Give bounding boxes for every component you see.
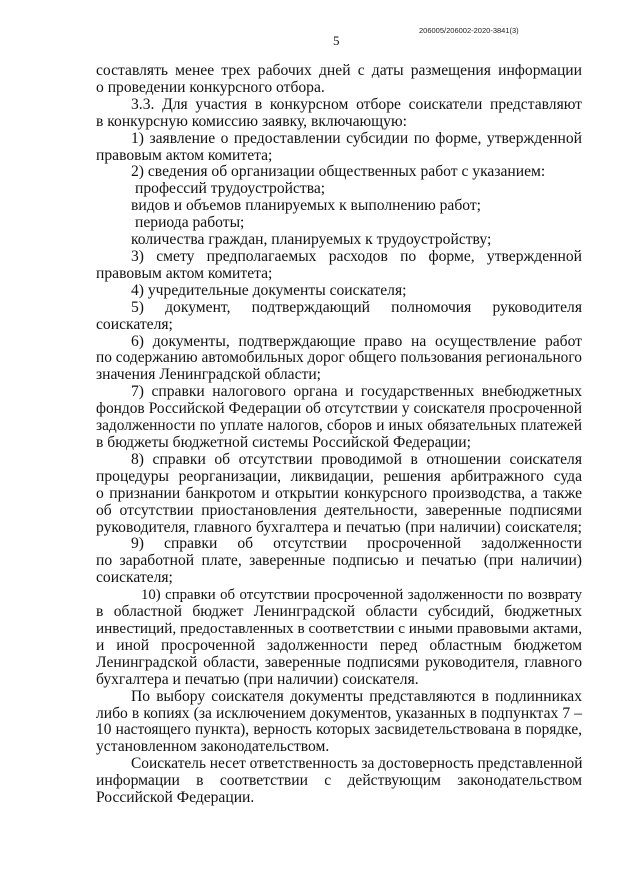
text-line: По выбору соискателя документы представляются в подлинниках [131,687,582,705]
text-line: 3.3. Для участия в конкурсном отборе соискатели представляют [131,95,582,113]
text-line: по заработной плате, заверенные подписью и печатью (при наличии) [96,552,582,570]
text-line: в областной бюджет Ленинградской области субсидий, бюджетных [96,603,582,620]
text-line: 9) справки об отсутствии просроченной задолженности [131,535,582,553]
text-line: о проведении конкурсного отбора. [96,78,325,96]
text-line: 3) смету предполагаемых расходов по форме, утвержденной [131,248,582,265]
text-line: составлять менее трех рабочих дней с даты размещения информации [96,62,582,79]
text-line: правовым актом комитета; [96,264,273,282]
text-line: о признании банкротом и открытии конкурсного производства, а также [96,484,582,502]
text-line: 2) сведения об организации общественных работ с указанием: [131,163,546,181]
text-line: профессий трудоустройства; [135,180,326,198]
document-id: 206005/206002-2020-3841(3) [419,26,519,35]
text-line: соискателя; [96,315,173,333]
text-line: и иной просроченной задолженности перед областным бюджетом [96,636,582,654]
text-line: в конкурсную комиссию заявку, включающую: [96,112,407,130]
text-line: 10 настоящего пункта), верность которых засвидетельствована в порядке, [96,721,582,739]
text-line: либо в копиях (за исключением документов, указанных в подпунктах 7 – [96,704,582,722]
text-line: 8) справки об отсутствии проводимой в отношении соискателя [131,450,582,468]
text-line: руководителя, главного бухгалтера и печатью (при наличии) соискателя; [96,518,582,536]
text-line: 5) документ, подтверждающий полномочия руководителя [131,298,582,316]
page-number: 5 [333,33,340,48]
text-line: 10) справки об отсутствии просроченной задолженности по возврату [141,587,582,604]
text-line: 4) учредительные документы соискателя; [131,281,407,299]
text-line: бухгалтера и печатью (при наличии) соискателя. [96,670,419,688]
text-line: Соискатель несет ответственность за достоверность представленной [131,755,583,773]
text-line: процедуры реорганизации, ликвидации, решения арбитражного суда [96,467,582,485]
text-line: правовым актом комитета; [96,146,273,164]
text-line: значения Ленинградской области; [96,366,322,384]
text-line: количества граждан, планируемых к трудоустройству; [131,231,492,249]
text-line: фондов Российской Федерации об отсутствии у соискателя просроченной [96,400,582,418]
text-line: по содержанию автомобильных дорог общего пользования регионального [96,349,582,367]
text-line: задолженности по уплате налогов, сборов и иных обязательных платежей [96,417,582,434]
text-line: инвестиций, предоставленных в соответствии с иными правовыми актами, [96,619,582,637]
text-line: Ленинградской области, заверенные подписями руководителя, главного [96,653,582,671]
text-line: установленном законодательством. [96,738,330,756]
text-line: информации в соответствии с действующим законодательством [96,772,582,790]
text-line: видов и объемов планируемых к выполнению работ; [131,197,482,215]
text-line: 1) заявление о предоставлении субсидии по форме, утвержденной [131,129,582,147]
text-line: об отсутствии приостановления деятельности, заверенные подписями [96,501,582,519]
text-line: 6) документы, подтверждающие право на осуществление работ [131,332,582,350]
text-line: соискателя; [96,569,173,587]
text-line: 7) справки налогового органа и государственных внебюджетных [131,383,582,401]
text-line: периода работы; [135,214,245,232]
text-line: в бюджеты бюджетной системы Российской Федерации; [96,434,471,451]
text-line: Российской Федерации. [96,789,255,806]
